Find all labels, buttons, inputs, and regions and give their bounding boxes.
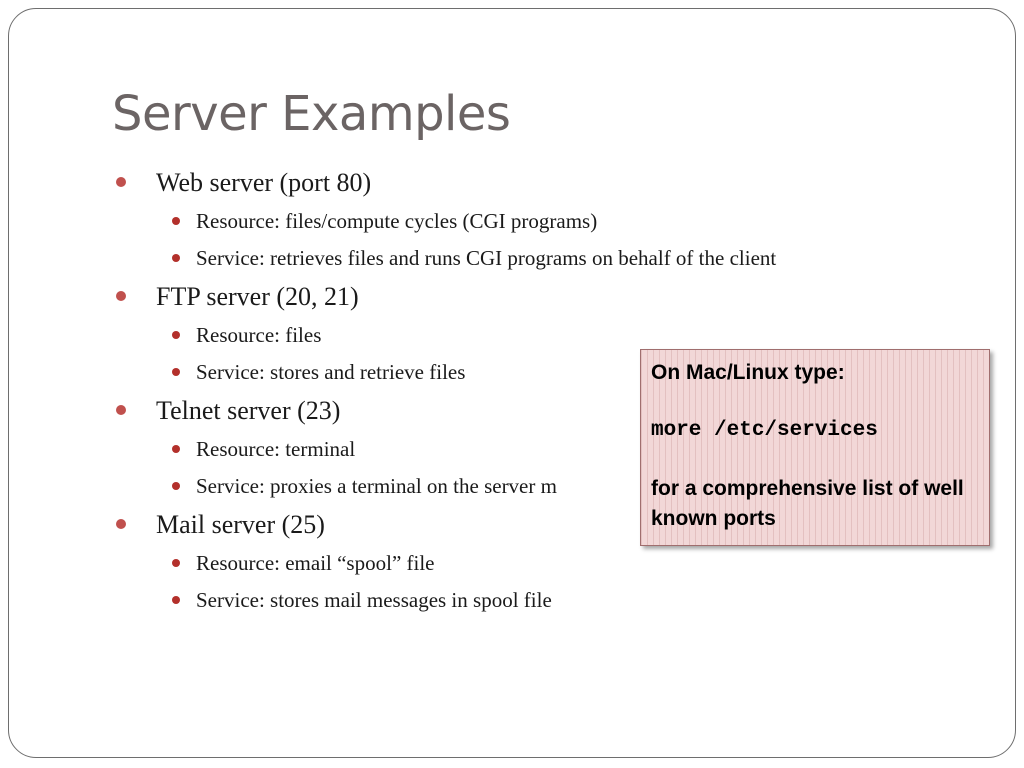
bullet-icon bbox=[116, 519, 126, 529]
list-item bbox=[116, 280, 976, 320]
list-item bbox=[116, 166, 976, 206]
sub-list-item bbox=[116, 243, 976, 280]
callout-note bbox=[640, 349, 990, 546]
sub-list-item-label: Resource: terminal bbox=[196, 437, 356, 461]
bullet-icon bbox=[172, 331, 180, 339]
bullet-icon bbox=[172, 445, 180, 453]
sub-list-item bbox=[116, 206, 976, 243]
note-footer: for a comprehensive list of well known ports bbox=[651, 477, 964, 530]
bullet-icon bbox=[172, 368, 180, 376]
note-command: more /etc/services bbox=[651, 419, 878, 442]
bullet-icon bbox=[116, 291, 126, 301]
slide-title: Server Examples bbox=[112, 86, 511, 142]
bullet-icon bbox=[116, 405, 126, 415]
sub-list-item-label: Resource: email “spool” file bbox=[196, 551, 435, 575]
bullet-icon bbox=[116, 177, 126, 187]
bullet-icon bbox=[172, 482, 180, 490]
sub-list-item bbox=[116, 548, 976, 585]
sub-list-item-label: Service: proxies a terminal on the server m bbox=[196, 474, 557, 498]
list-item-label: Mail server (25) bbox=[156, 510, 325, 539]
list-item-label: Web server (port 80) bbox=[156, 168, 372, 197]
list-item-label: FTP server (20, 21) bbox=[156, 282, 359, 311]
bullet-icon bbox=[172, 596, 180, 604]
sub-list-item-label: Resource: files/compute cycles (CGI programs) bbox=[196, 209, 598, 233]
bullet-icon bbox=[172, 217, 180, 225]
sub-list-item-label: Resource: files bbox=[196, 323, 322, 347]
sub-list-item-label: Service: stores mail messages in spool file bbox=[196, 588, 552, 612]
bullet-icon bbox=[172, 254, 180, 262]
sub-list-item-label: Service: stores and retrieve files bbox=[196, 360, 466, 384]
sub-list-item bbox=[116, 585, 976, 622]
bullet-icon bbox=[172, 559, 180, 567]
list-item-label: Telnet server (23) bbox=[156, 396, 341, 425]
note-heading: On Mac/Linux type: bbox=[651, 361, 845, 384]
sub-list-item-label: Service: retrieves files and runs CGI programs on behalf of the client bbox=[196, 246, 777, 270]
